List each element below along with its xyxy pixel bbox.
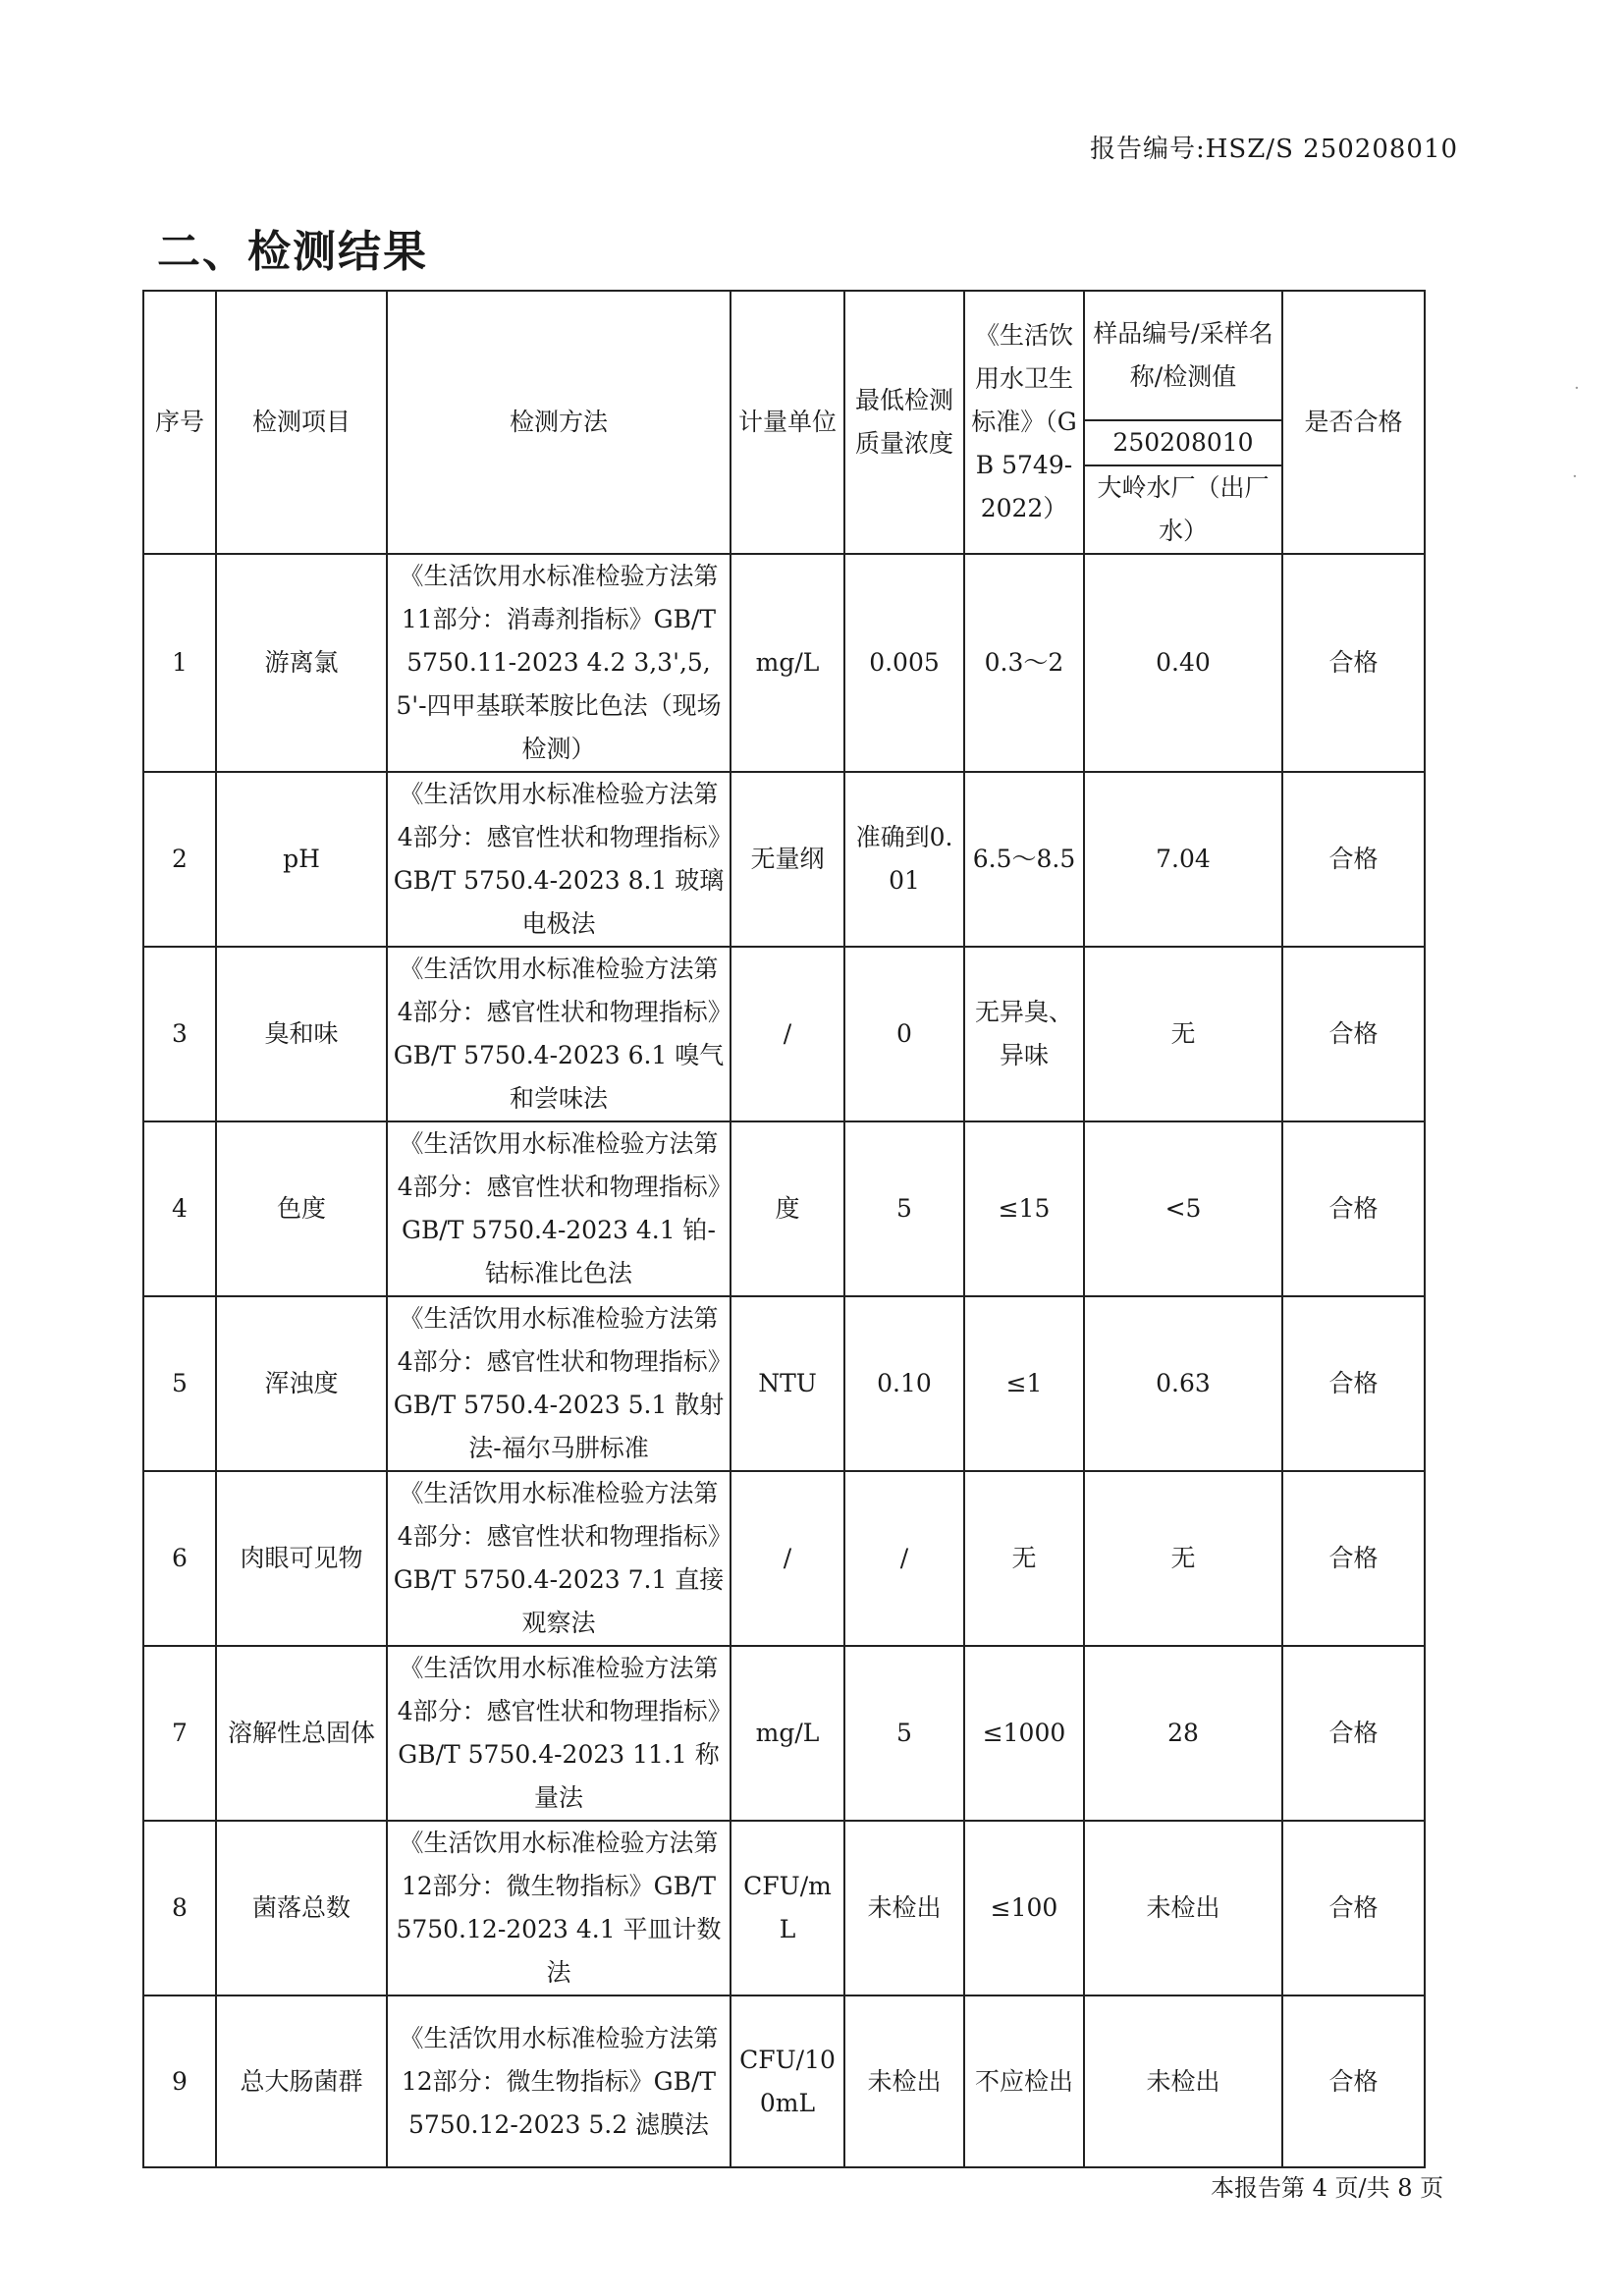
row-unit: / xyxy=(731,1471,844,1646)
header-pass: 是否合格 xyxy=(1282,291,1425,554)
row-method: 《生活饮用水标准检验方法第4部分：感官性状和物理指标》GB/T 5750.4-2023 5.1 散射法-福尔马肼标准 xyxy=(387,1296,731,1471)
row-standard: ≤1 xyxy=(964,1296,1084,1471)
header-method: 检测方法 xyxy=(387,291,731,554)
row-method: 《生活饮用水标准检验方法第4部分：感官性状和物理指标》GB/T 5750.4-2023 6.1 嗅气和尝味法 xyxy=(387,947,731,1121)
table-row xyxy=(143,947,1425,1121)
row-min-conc: / xyxy=(844,1471,964,1646)
row-min-conc: 未检出 xyxy=(844,1995,964,2167)
row-value: 7.04 xyxy=(1084,772,1282,947)
scan-mark: · xyxy=(1574,378,1580,399)
table-row xyxy=(143,1821,1425,1995)
row-pass: 合格 xyxy=(1282,1121,1425,1296)
row-value: 0.63 xyxy=(1084,1296,1282,1471)
row-standard: 不应检出 xyxy=(964,1995,1084,2167)
row-item: 色度 xyxy=(216,1121,387,1296)
row-seq: 8 xyxy=(143,1821,216,1995)
row-value: 28 xyxy=(1084,1646,1282,1821)
row-unit: 无量纲 xyxy=(731,772,844,947)
header-seq: 序号 xyxy=(143,291,216,554)
row-item: 菌落总数 xyxy=(216,1821,387,1995)
row-seq: 4 xyxy=(143,1121,216,1296)
row-seq: 9 xyxy=(143,1995,216,2167)
row-min-conc: 0.005 xyxy=(844,554,964,772)
row-seq: 6 xyxy=(143,1471,216,1646)
header-item: 检测项目 xyxy=(216,291,387,554)
row-pass: 合格 xyxy=(1282,1646,1425,1821)
row-pass: 合格 xyxy=(1282,554,1425,772)
header-standard: 《生活饮用水卫生标准》（GB 5749-2022） xyxy=(964,291,1084,554)
sample-name: 大岭水厂（出厂水） xyxy=(1084,465,1282,554)
row-method: 《生活饮用水标准检验方法第11部分：消毒剂指标》GB/T 5750.11-2023 4.2 3,3',5,5'-四甲基联苯胺比色法（现场检测） xyxy=(387,554,731,772)
row-unit: 度 xyxy=(731,1121,844,1296)
row-method: 《生活饮用水标准检验方法第4部分：感官性状和物理指标》GB/T 5750.4-2023 4.1 铂-钴标准比色法 xyxy=(387,1121,731,1296)
row-value: 无 xyxy=(1084,947,1282,1121)
row-seq: 1 xyxy=(143,554,216,772)
row-pass: 合格 xyxy=(1282,947,1425,1121)
results-table xyxy=(142,290,1426,2168)
header-min-conc: 最低检测质量浓度 xyxy=(844,291,964,554)
row-item: 浑浊度 xyxy=(216,1296,387,1471)
table-row xyxy=(143,554,1425,772)
row-min-conc: 未检出 xyxy=(844,1821,964,1995)
row-unit: NTU xyxy=(731,1296,844,1471)
row-min-conc: 5 xyxy=(844,1121,964,1296)
row-seq: 3 xyxy=(143,947,216,1121)
row-unit: mg/L xyxy=(731,554,844,772)
row-standard: 6.5～8.5 xyxy=(964,772,1084,947)
table-row xyxy=(143,772,1425,947)
section-title: 二、检测结果 xyxy=(157,227,428,277)
row-standard: 无 xyxy=(964,1471,1084,1646)
row-unit: mg/L xyxy=(731,1646,844,1821)
row-standard: ≤1000 xyxy=(964,1646,1084,1821)
row-unit: CFU/100mL xyxy=(731,1995,844,2167)
row-pass: 合格 xyxy=(1282,1995,1425,2167)
row-unit: / xyxy=(731,947,844,1121)
row-method: 《生活饮用水标准检验方法第12部分：微生物指标》GB/T 5750.12-2023 5.2 滤膜法 xyxy=(387,1995,731,2167)
row-method: 《生活饮用水标准检验方法第4部分：感官性状和物理指标》GB/T 5750.4-2023 8.1 玻璃电极法 xyxy=(387,772,731,947)
report-number: 报告编号:HSZ/S 250208010 xyxy=(1090,135,1459,164)
row-item: 游离氯 xyxy=(216,554,387,772)
sample-id: 250208010 xyxy=(1084,420,1282,465)
row-item: 总大肠菌群 xyxy=(216,1995,387,2167)
row-seq: 5 xyxy=(143,1296,216,1471)
row-standard: ≤15 xyxy=(964,1121,1084,1296)
row-seq: 2 xyxy=(143,772,216,947)
row-item: 溶解性总固体 xyxy=(216,1646,387,1821)
row-pass: 合格 xyxy=(1282,772,1425,947)
table-row xyxy=(143,1995,1425,2167)
row-pass: 合格 xyxy=(1282,1296,1425,1471)
row-min-conc: 0.10 xyxy=(844,1296,964,1471)
row-seq: 7 xyxy=(143,1646,216,1821)
table-row xyxy=(143,1471,1425,1646)
row-standard: 0.3～2 xyxy=(964,554,1084,772)
row-value: 未检出 xyxy=(1084,1995,1282,2167)
table-row xyxy=(143,1646,1425,1821)
row-pass: 合格 xyxy=(1282,1471,1425,1646)
row-unit: CFU/mL xyxy=(731,1821,844,1995)
row-standard: 无异臭、异味 xyxy=(964,947,1084,1121)
row-method: 《生活饮用水标准检验方法第4部分：感官性状和物理指标》GB/T 5750.4-2023 11.1 称量法 xyxy=(387,1646,731,1821)
row-pass: 合格 xyxy=(1282,1821,1425,1995)
page-footer: 本报告第 4 页/共 8 页 xyxy=(1211,2174,1444,2202)
row-item: pH xyxy=(216,772,387,947)
row-value: 无 xyxy=(1084,1471,1282,1646)
row-method: 《生活饮用水标准检验方法第4部分：感官性状和物理指标》GB/T 5750.4-2023 7.1 直接观察法 xyxy=(387,1471,731,1646)
header-unit: 计量单位 xyxy=(731,291,844,554)
row-standard: ≤100 xyxy=(964,1821,1084,1995)
row-value: <5 xyxy=(1084,1121,1282,1296)
row-method: 《生活饮用水标准检验方法第12部分：微生物指标》GB/T 5750.12-2023 4.1 平皿计数法 xyxy=(387,1821,731,1995)
header-sample: 样品编号/采样名称/检测值 xyxy=(1084,291,1282,420)
row-min-conc: 5 xyxy=(844,1646,964,1821)
row-item: 肉眼可见物 xyxy=(216,1471,387,1646)
row-value: 0.40 xyxy=(1084,554,1282,772)
row-min-conc: 0 xyxy=(844,947,964,1121)
scan-mark: · xyxy=(1572,466,1578,487)
table-row xyxy=(143,1296,1425,1471)
row-value: 未检出 xyxy=(1084,1821,1282,1995)
table-row xyxy=(143,1121,1425,1296)
row-min-conc: 准确到0.01 xyxy=(844,772,964,947)
row-item: 臭和味 xyxy=(216,947,387,1121)
